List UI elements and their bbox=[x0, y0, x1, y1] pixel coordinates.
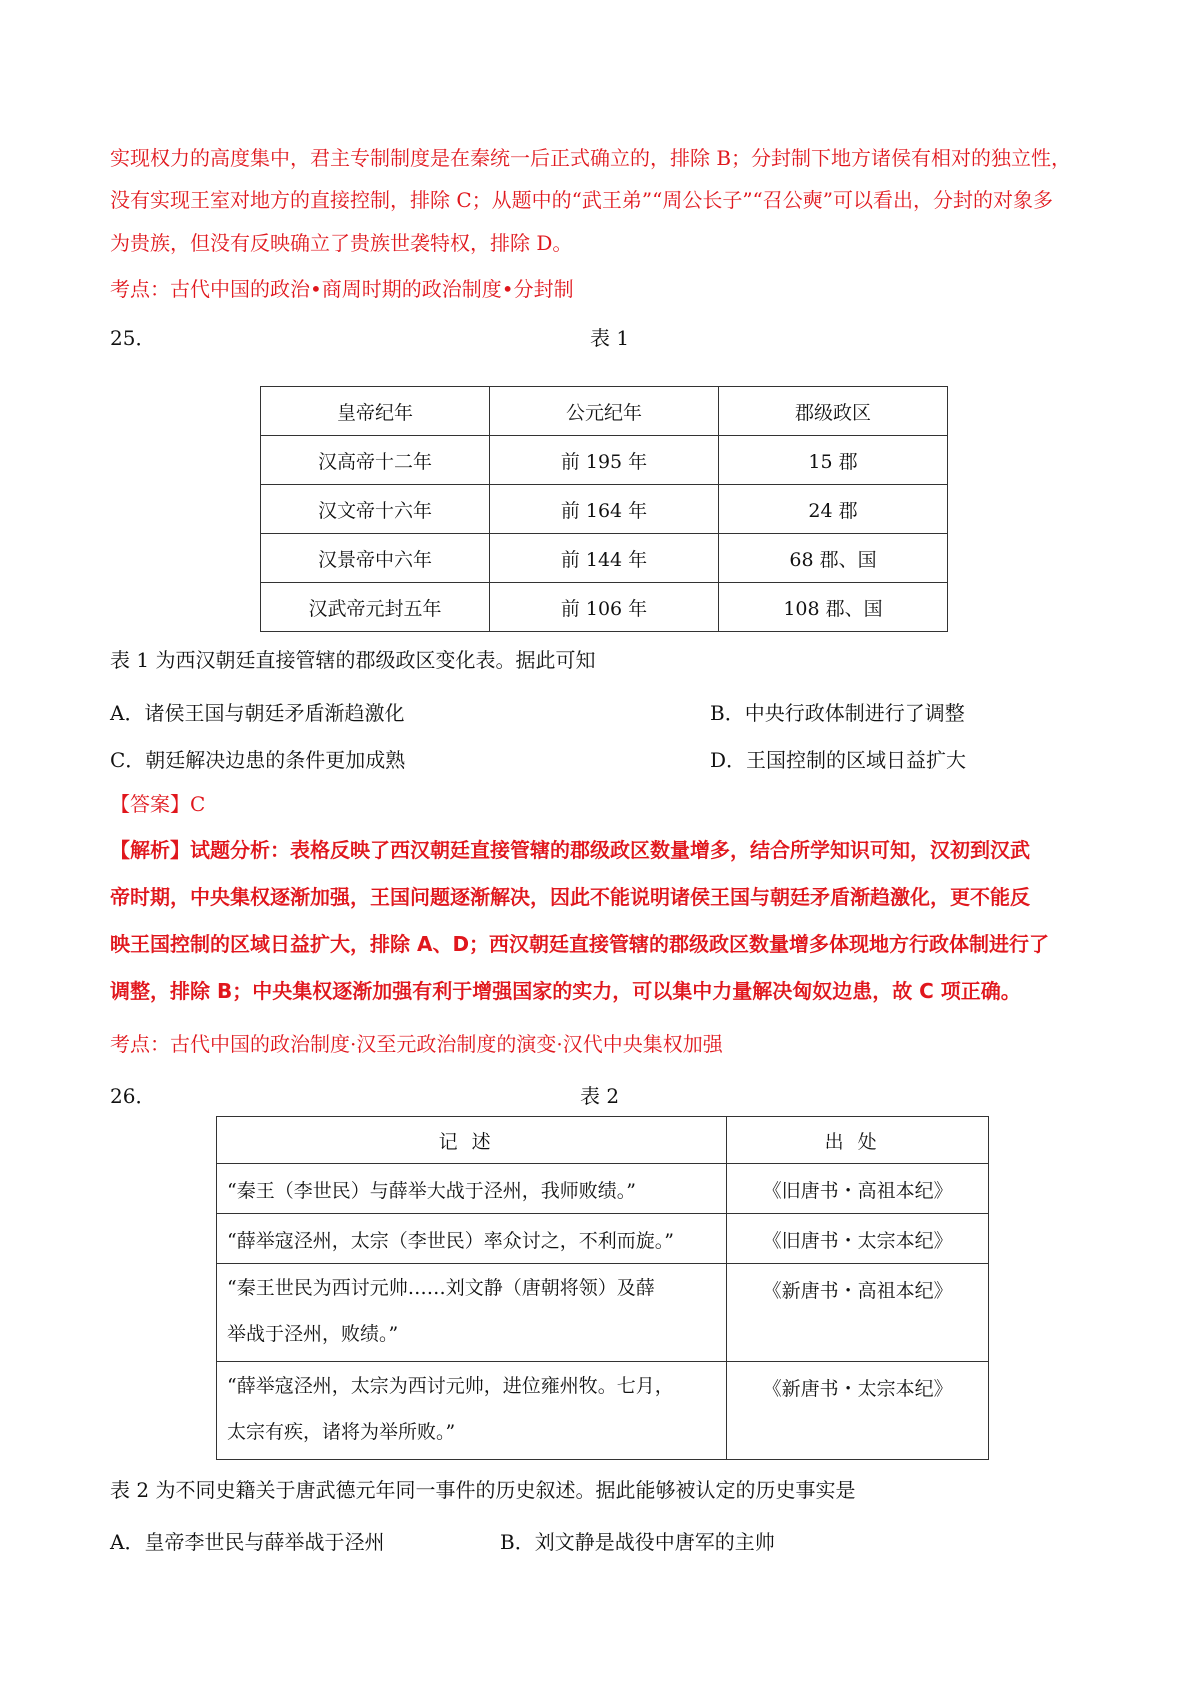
table-header-cell: 出处 bbox=[727, 1117, 989, 1164]
analysis-line: 调整，排除 B；中央集权逐渐加强有利于增强国家的实力，可以集中力量解决匈奴边患，故 C 项正确。 bbox=[110, 979, 1021, 1003]
table-cell: 《新唐书・太宗本纪》 bbox=[727, 1362, 989, 1460]
kaodian-label: 考点：古代中国的政治•商周时期的政治制度•分封制 bbox=[110, 277, 574, 301]
table-cell: “秦王（李世民）与薛举大战于泾州，我师败绩。” bbox=[217, 1164, 727, 1214]
question-stem: 表 2 为不同史籍关于唐武德元年同一事件的历史叙述。据此能够被认定的历史事实是 bbox=[110, 1478, 856, 1502]
option-d: D．王国控制的区域日益扩大 bbox=[710, 748, 967, 772]
kaodian-label: 考点：古代中国的政治制度·汉至元政治制度的演变·汉代中央集权加强 bbox=[110, 1032, 723, 1056]
table-cell: 汉景帝中六年 bbox=[261, 534, 490, 583]
table-cell: 前 164 年 bbox=[490, 485, 719, 534]
analysis-line: 映王国控制的区域日益扩大，排除 A、D；西汉朝廷直接管辖的郡级政区数量增多体现地方行政体制进行了 bbox=[110, 932, 1050, 956]
table-cell: 《旧唐书・高祖本纪》 bbox=[727, 1164, 989, 1214]
table-cell: 汉高帝十二年 bbox=[261, 436, 490, 485]
table-caption: 表 2 bbox=[580, 1084, 620, 1108]
option-b: B．中央行政体制进行了调整 bbox=[710, 701, 965, 725]
analysis-line bbox=[110, 838, 1030, 862]
cell-text-line: 太宗有疾，诸将为举所败。” bbox=[227, 1421, 456, 1443]
table-cell: 15 郡 bbox=[719, 436, 948, 485]
table-header-cell: 记述 bbox=[217, 1117, 727, 1164]
table-header-cell: 皇帝纪年 bbox=[261, 387, 490, 436]
answer-label: 【答案】C bbox=[110, 792, 206, 816]
table-row bbox=[217, 1362, 989, 1460]
analysis-text: 试题分析：表格反映了西汉朝廷直接管辖的郡级政区数量增多，结合所学知识可知，汉初到汉武 bbox=[190, 838, 1030, 862]
table-cell: 前 106 年 bbox=[490, 583, 719, 632]
question-stem: 表 1 为西汉朝廷直接管辖的郡级政区变化表。据此可知 bbox=[110, 648, 596, 672]
question-number: 25． bbox=[110, 326, 156, 350]
table-cell: 《旧唐书・太宗本纪》 bbox=[727, 1214, 989, 1264]
table-cell: 《新唐书・高祖本纪》 bbox=[727, 1264, 989, 1362]
table-cell: 汉武帝元封五年 bbox=[261, 583, 490, 632]
table-2 bbox=[216, 1116, 989, 1460]
table-row bbox=[217, 1164, 989, 1214]
table-caption: 表 1 bbox=[590, 326, 630, 350]
question-number: 26． bbox=[110, 1084, 156, 1108]
analysis-line: 为贵族，但没有反映确立了贵族世袭特权，排除 D。 bbox=[110, 231, 573, 255]
table-cell: 68 郡、国 bbox=[719, 534, 948, 583]
option-c: C．朝廷解决边患的条件更加成熟 bbox=[110, 748, 406, 772]
table-row bbox=[217, 1264, 989, 1362]
cell-text-line: 举战于泾州，败绩。” bbox=[227, 1323, 399, 1345]
table-cell bbox=[217, 1264, 727, 1362]
analysis-label: 【解析】 bbox=[110, 838, 190, 862]
option-b: B．刘文静是战役中唐军的主帅 bbox=[500, 1530, 775, 1554]
analysis-line: 帝时期，中央集权逐渐加强，王国问题逐渐解决，因此不能说明诸侯王国与朝廷矛盾渐趋激化，更不能反 bbox=[110, 885, 1030, 909]
table-cell: 108 郡、国 bbox=[719, 583, 948, 632]
table-cell: 前 195 年 bbox=[490, 436, 719, 485]
option-a: A．皇帝李世民与薛举战于泾州 bbox=[110, 1530, 385, 1554]
table-row bbox=[261, 436, 948, 485]
cell-text-line: “秦王世民为西讨元帅……刘文静（唐朝将领）及薛 bbox=[227, 1277, 655, 1299]
table-row bbox=[261, 485, 948, 534]
table-row bbox=[261, 534, 948, 583]
option-a: A．诸侯王国与朝廷矛盾渐趋激化 bbox=[110, 701, 405, 725]
table-cell: 前 144 年 bbox=[490, 534, 719, 583]
table-1 bbox=[260, 386, 948, 632]
table-cell: 汉文帝十六年 bbox=[261, 485, 490, 534]
table-header-cell: 公元纪年 bbox=[490, 387, 719, 436]
table-cell bbox=[217, 1362, 727, 1460]
table-row bbox=[217, 1214, 989, 1264]
table-cell: “薛举寇泾州，太宗（李世民）率众讨之，不利而旋。” bbox=[217, 1214, 727, 1264]
analysis-line: 没有实现王室对地方的直接控制，排除 C；从题中的“武王弟”“周公长子”“召公奭”可以看出，分封的对象多 bbox=[110, 188, 1054, 212]
analysis-line: 实现权力的高度集中，君主专制制度是在秦统一后正式确立的，排除 B；分封制下地方诸侯有相对的独立性， bbox=[110, 146, 1072, 170]
table-row bbox=[261, 583, 948, 632]
table-cell: 24 郡 bbox=[719, 485, 948, 534]
cell-text-line: “薛举寇泾州，太宗为西讨元帅，进位雍州牧。七月， bbox=[227, 1375, 674, 1397]
table-header-cell: 郡级政区 bbox=[719, 387, 948, 436]
